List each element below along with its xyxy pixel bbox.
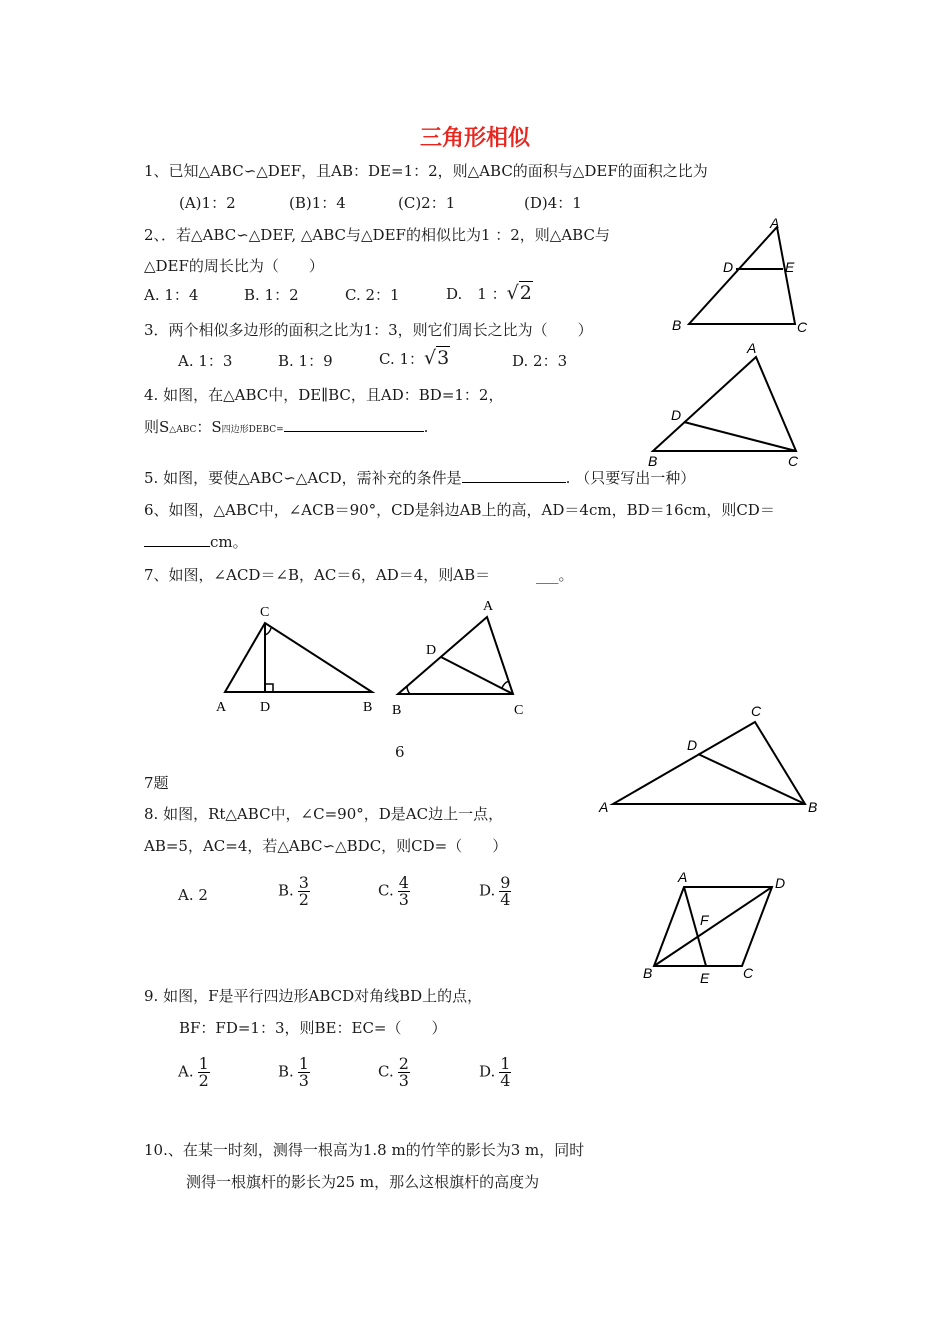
option-label: B. [278,1062,294,1081]
q4-end: . [423,418,429,436]
q8-option-a: A. 2 [178,886,208,904]
q3-option-b: B. 1：9 [278,352,333,370]
label-d: D [426,643,437,658]
q7-end: ___。 [536,566,574,584]
numerator: 1 [198,1054,209,1073]
q3-option-a: A. 1：3 [178,352,233,370]
label-a: A [770,215,780,231]
q1-stem: 1、已知△ABC∽△DEF，且AB：DE=1：2，则△ABC的面积与△DEF的面积之比为 [144,162,708,180]
q2-option-d [446,283,533,304]
q4-sub-abc: △ABC [169,425,197,435]
label-d: D [775,875,786,891]
label-c: C [260,605,270,620]
right-angle-mark [265,684,273,692]
sqrt-symbol: √2 [506,282,532,304]
q2-option-a: A. 1：4 [144,286,199,304]
denominator: 4 [500,1071,511,1090]
q8-line1: 8. 如图，Rt△ABC中，∠C=90°，D是AC边上一点， [144,805,504,823]
q4-colon: ：S [196,418,222,436]
diagonal-bd [654,887,772,966]
denominator: 3 [398,890,409,909]
label-d: D [260,700,271,715]
fraction [298,875,310,908]
q3-option-c-radicand: 3 [437,347,450,369]
q4-line2 [144,417,428,440]
numerator: 3 [298,873,309,892]
q2-option-b: B. 1：2 [244,286,299,304]
denominator: 3 [298,1071,309,1090]
fraction [298,1056,310,1089]
label-b: B [363,700,373,715]
label-c: C [743,965,754,981]
option-label: C. [378,1062,394,1081]
label-c: C [751,703,762,719]
q6-suffix: cm。 [210,533,248,551]
label-d: D [723,259,734,275]
q8-line2: AB=5，AC=4，若△ABC∽△BDC，则CD=（ ） [144,837,508,855]
triangle-abc [689,227,795,324]
figure-q4-triangle [640,338,810,468]
q1-option-a: (A)1：2 [179,194,236,212]
q7-stem: 7、如图，∠ACD＝∠B，AC＝6，AD＝4，则AB＝ [144,566,491,584]
label-a: A [483,599,494,614]
q8-option-c [378,875,410,908]
fraction [198,1056,210,1089]
segment-dc [684,422,796,451]
label-c: C [514,703,524,718]
q9-option-b [278,1056,310,1089]
fraction [398,875,410,908]
q2-option-c: C. 2：1 [345,286,400,304]
label-a: A [747,340,757,356]
fraction [499,1056,511,1089]
q9-line1: 9. 如图，F是平行四边形ABCD对角线BD上的点， [144,987,483,1005]
triangle-abc [398,617,513,694]
q6-line1: 6、如图，△ABC中，∠ACB＝90°，CD是斜边AB上的高，AD＝4cm，BD＝16cm，则CD＝ [144,501,775,519]
figure-q9-parallelogram [635,866,800,991]
numerator: 9 [500,873,511,892]
q2-option-d-prefix: D. 1 ： [446,285,507,303]
label-c: C [797,319,808,335]
q8-option-b [278,875,310,908]
q9-option-d [479,1056,511,1089]
q3-stem: 3．两个相似多边形的面积之比为1：3，则它们周长之比为（ ） [144,321,593,339]
q1-option-b: (B)1：4 [289,194,346,212]
numerator: 1 [500,1054,511,1073]
q2-option-d-radicand: 2 [519,282,532,304]
label-b: B [808,799,818,815]
q9-line2: BF：FD=1：3，则BE：EC=（ ） [179,1019,447,1037]
figure-q8-triangle [595,700,825,820]
fraction [499,875,511,908]
option-label: C. [378,881,394,900]
sqrt-symbol: √3 [424,347,450,369]
label-a: A [599,799,609,815]
numerator: 1 [298,1054,309,1073]
label-c: C [788,453,799,468]
q1-option-c: (C)2：1 [398,194,456,212]
denominator: 2 [298,890,309,909]
q1-option-d: (D)4：1 [524,194,582,212]
triangle-abc [653,357,796,451]
denominator: 3 [398,1071,409,1090]
option-label: B. [278,881,294,900]
q4-answer-blank[interactable] [284,431,424,432]
q6-answer-blank[interactable] [144,546,210,547]
q9-option-c [378,1056,410,1089]
label-a: A [216,700,227,715]
q10-line1: 10.、在某一时刻，测得一根高为1.8 m的竹竿的影长为3 m，同时 [144,1141,585,1159]
fraction [398,1056,410,1089]
caption-6: 6 [395,743,405,761]
label-e: E [785,259,795,275]
q5-prefix: 5. 如图，要使△ABC∽△ACD，需补充的条件是 [144,469,462,487]
denominator: 4 [500,890,511,909]
q2-line1: 2、．若△ABC∽△DEF, △ABC与△DEF的相似比为1 ：2，则△ABC与 [144,226,610,244]
q5-answer-blank[interactable] [462,482,566,483]
q4-equals: = [276,425,284,435]
triangle-abc [613,722,805,804]
label-b: B [392,703,402,718]
q10-line2: 测得一根旗杆的影长为25 m，那么这根旗杆的高度为 [186,1173,540,1191]
q3-option-d: D. 2：3 [512,352,568,370]
q2-line2: △DEF的周长比为（ ） [144,257,324,275]
label-d: D [671,407,682,423]
q8-option-d [479,875,511,908]
label-b: B [648,453,658,468]
q3-option-c-prefix: C. 1： [379,350,425,368]
caption-7: 7题 [144,774,169,792]
label-b: B [672,317,682,333]
label-a: A [678,869,688,885]
triangle-abc [225,623,372,692]
q6-line2 [144,532,248,552]
numerator: 4 [398,873,409,892]
label-e: E [700,970,710,986]
denominator: 2 [198,1071,209,1090]
q4-line1: 4. 如图，在△ABC中，DE∥BC，且AD：BD=1：2， [144,386,504,404]
figure-q2-triangle [665,215,815,340]
option-label: D. [479,881,496,900]
figure-6-right-triangle [210,598,380,720]
option-label: D. [479,1062,496,1081]
q4-sub-quad: 四边形DEBC [221,425,277,435]
option-label: A. [178,1062,194,1081]
q4-s-label: 则S [144,418,170,436]
label-b: B [643,965,653,981]
q9-option-a [178,1056,210,1089]
q5-suffix: . （只要写出一种） [565,469,696,487]
label-f: F [700,912,709,928]
angle-b-mark [407,686,410,694]
q3-option-c [379,348,450,369]
page-title: 三角形相似 [419,126,530,151]
label-d: D [687,737,698,753]
figure-7-triangle [388,597,533,722]
q5-line [144,468,695,488]
angle-c-mark [502,681,509,688]
numerator: 2 [398,1054,409,1073]
